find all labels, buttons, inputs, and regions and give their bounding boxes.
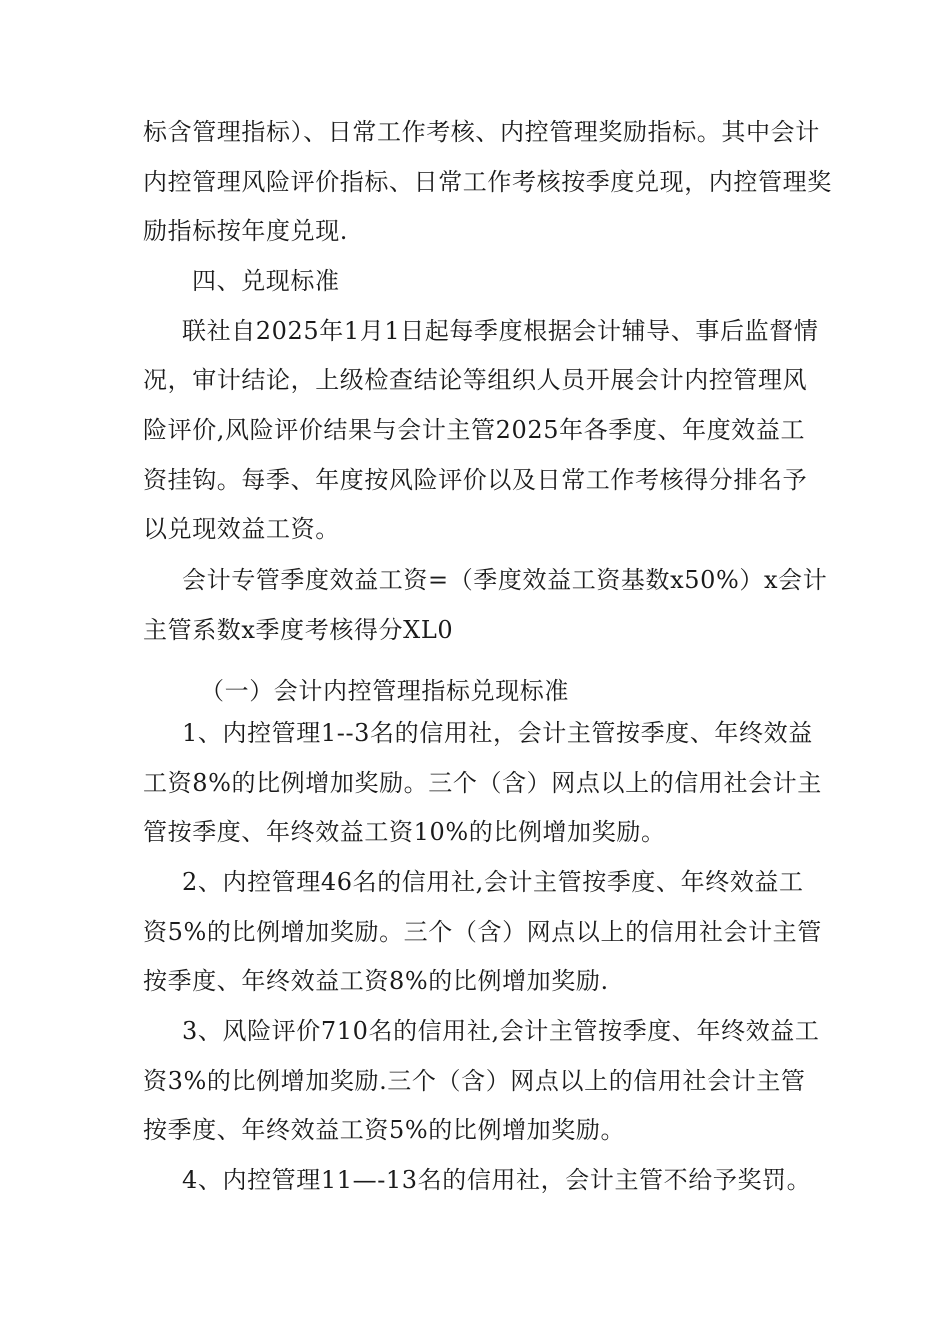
text-line: 联社自2025年1月1日起每季度根据会计辅导、事后监督情	[182, 317, 819, 345]
text-line: 励指标按年度兑现.	[143, 217, 349, 245]
text-line: 按季度、年终效益工资8%的比例增加奖励.	[143, 967, 609, 995]
text-line: 工资8%的比例增加奖励。三个（含）网点以上的信用社会计主	[143, 769, 822, 797]
text-line: 按季度、年终效益工资5%的比例增加奖励。	[143, 1116, 626, 1144]
text-line: 管按季度、年终效益工资10%的比例增加奖励。	[143, 818, 666, 846]
section-heading: 四、兑现标准	[192, 267, 340, 295]
text-line: 资3%的比例增加奖励.三个（含）网点以上的信用社会计主管	[143, 1067, 806, 1095]
text-line: 4、内控管理11—-13名的信用社，会计主管不给予奖罚。	[182, 1166, 812, 1194]
text-line: 资挂钩。每季、年度按风险评价以及日常工作考核得分排名予	[143, 466, 808, 494]
text-line: 2、内控管理46名的信用社,会计主管按季度、年终效益工	[182, 868, 804, 896]
text-line: 以兑现效益工资。	[143, 515, 340, 543]
text-line: 况，审计结论，上级检查结论等组织人员开展会计内控管理风	[143, 366, 808, 394]
text-line: 资5%的比例增加奖励。三个（含）网点以上的信用社会计主管	[143, 918, 822, 946]
formula-line: 会计专管季度效益工资=（季度效益工资基数x50%）x会计	[182, 566, 828, 594]
text-line: 内控管理风险评价指标、日常工作考核按季度兑现，内控管理奖	[143, 168, 832, 196]
text-line: 险评价,风险评价结果与会计主管2025年各季度、年度效益工	[143, 416, 806, 444]
text-line: 1、内控管理1--3名的信用社，会计主管按季度、年终效益	[182, 719, 813, 747]
text-line: 3、风险评价710名的信用社,会计主管按季度、年终效益工	[182, 1017, 820, 1045]
text-line: 标含管理指标）、日常工作考核、内控管理奖励指标。其中会计	[143, 118, 820, 146]
formula-line: 主管系数x季度考核得分XL0	[143, 616, 454, 644]
subsection-heading: （一）会计内控管理指标兑现标准	[200, 677, 569, 705]
